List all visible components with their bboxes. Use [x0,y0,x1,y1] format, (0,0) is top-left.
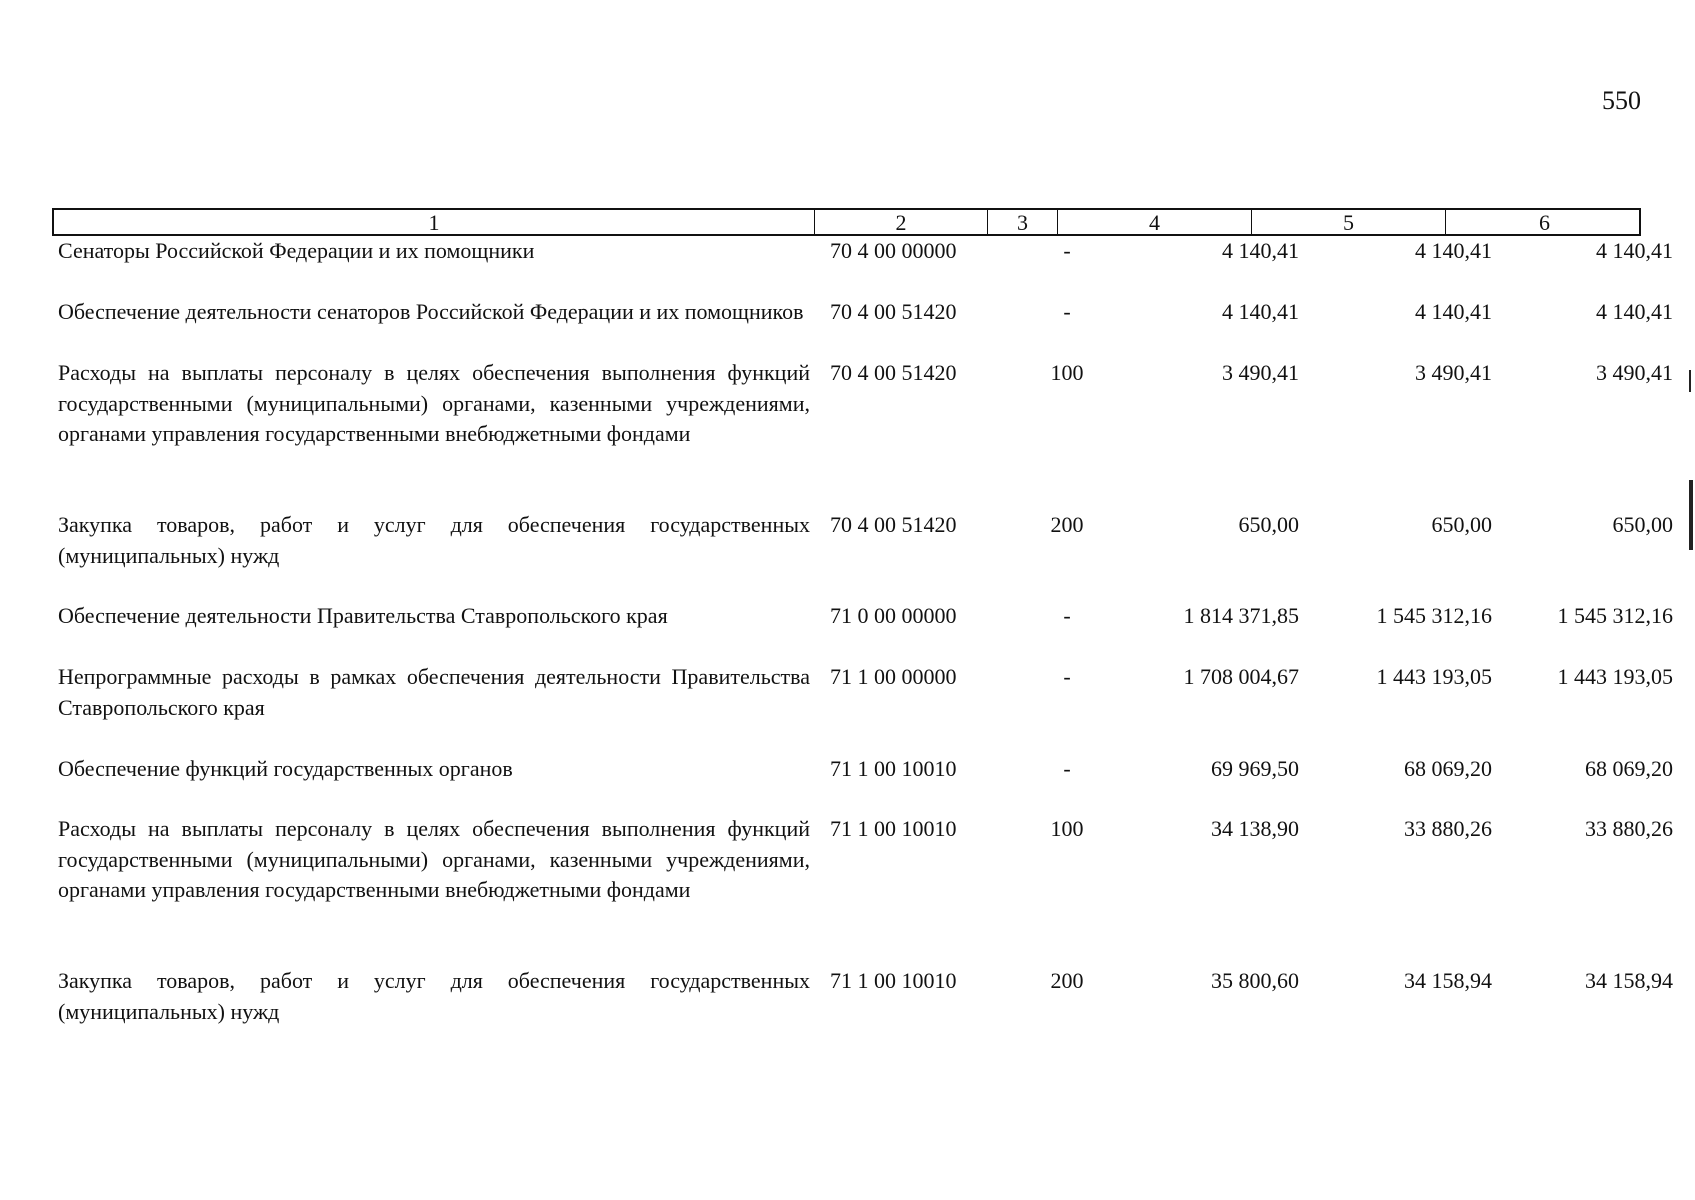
row-value-col5: 3 490,41 [1415,360,1492,385]
row-name: Обеспечение деятельности сенаторов Российской Федерации и их помощников [58,299,804,324]
row-name: Расходы на выплаты персоналу в целях обеспечения выполнения функций государственными (муниципальными) органами, казенными учреждениями, органами управления государственными внебюджетными фондами [58,816,810,902]
row-value-col6: 650,00 [1612,512,1673,537]
row-expense-type: - [1063,603,1071,628]
row-expense-type: - [1063,238,1071,263]
row-name: Расходы на выплаты персоналу в целях обеспечения выполнения функций государственными (муниципальными) органами, казенными учреждениями, органами управления государственными внебюджетными фондами [58,360,810,446]
scan-margin-mark [1689,480,1693,550]
row-expense-type: 100 [1050,360,1084,385]
row-expense-type: - [1063,299,1071,324]
row-value-col4: 4 140,41 [1222,299,1299,324]
row-value-col4: 3 490,41 [1222,360,1299,385]
row-code: 70 4 00 51420 [830,512,957,537]
row-value-col5: 1 443 193,05 [1376,664,1492,689]
row-value-col6: 68 069,20 [1585,756,1673,781]
row-value-col6: 4 140,41 [1596,238,1673,263]
row-code: 71 1 00 00000 [830,664,957,689]
row-value-col4: 1 708 004,67 [1183,664,1299,689]
row-value-col4: 69 969,50 [1211,756,1299,781]
row-name: Закупка товаров, работ и услуг для обеспечения государственных (муниципальных) нужд [58,512,810,568]
row-value-col5: 34 158,94 [1404,968,1492,993]
row-value-col5: 1 545 312,16 [1376,603,1492,628]
row-expense-type: - [1063,664,1071,689]
row-value-col4: 34 138,90 [1211,816,1299,841]
row-name: Обеспечение функций государственных органов [58,756,513,781]
row-value-col6: 4 140,41 [1596,299,1673,324]
row-expense-type: 200 [1050,512,1084,537]
header-col-6: 6 [1445,210,1643,236]
row-value-col6: 1 443 193,05 [1557,664,1673,689]
row-value-col4: 1 814 371,85 [1183,603,1299,628]
row-code: 70 4 00 00000 [830,238,957,263]
row-name: Обеспечение деятельности Правительства Ставропольского края [58,603,668,628]
row-value-col4: 4 140,41 [1222,238,1299,263]
row-value-col5: 4 140,41 [1415,299,1492,324]
row-expense-type: 100 [1050,816,1084,841]
row-value-col4: 35 800,60 [1211,968,1299,993]
header-col-3: 3 [987,210,1057,236]
row-code: 70 4 00 51420 [830,299,957,324]
budget-table [52,208,1673,1024]
scan-margin-mark [1689,370,1691,392]
row-code: 70 4 00 51420 [830,360,957,385]
row-name: Закупка товаров, работ и услуг для обеспечения государственных (муниципальных) нужд [58,968,810,1024]
table-header-row [52,208,1641,236]
row-value-col5: 68 069,20 [1404,756,1492,781]
row-expense-type: 200 [1050,968,1084,993]
row-value-col5: 4 140,41 [1415,238,1492,263]
row-value-col6: 33 880,26 [1585,816,1673,841]
row-expense-type: - [1063,756,1071,781]
row-code: 71 1 00 10010 [830,968,957,993]
row-code: 71 1 00 10010 [830,816,957,841]
header-col-5: 5 [1251,210,1445,236]
row-name: Непрограммные расходы в рамках обеспечения деятельности Правительства Ставропольского края [58,664,810,720]
row-code: 71 0 00 00000 [830,603,957,628]
page-number: 550 [1602,86,1641,115]
header-col-4: 4 [1057,210,1251,236]
row-code: 71 1 00 10010 [830,756,957,781]
header-col-1: 1 [428,210,440,235]
row-value-col4: 650,00 [1238,512,1299,537]
row-value-col6: 34 158,94 [1585,968,1673,993]
header-col-2: 2 [814,210,987,236]
row-value-col5: 33 880,26 [1404,816,1492,841]
row-value-col5: 650,00 [1431,512,1492,537]
row-value-col6: 3 490,41 [1596,360,1673,385]
row-name: Сенаторы Российской Федерации и их помощники [58,238,535,263]
row-value-col6: 1 545 312,16 [1557,603,1673,628]
